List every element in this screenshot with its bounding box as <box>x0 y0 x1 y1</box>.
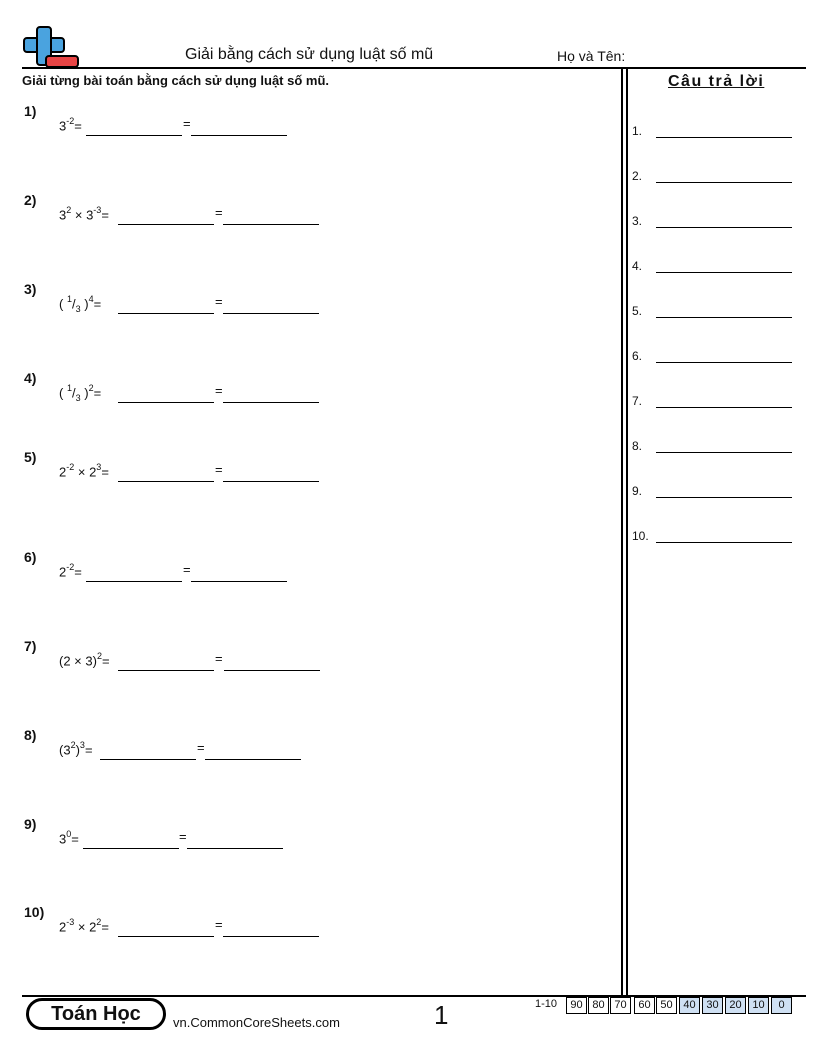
score-box: 80 <box>588 997 609 1014</box>
answer-row[interactable] <box>632 169 792 185</box>
equals-sign: = <box>215 462 223 477</box>
work-blank[interactable] <box>118 670 214 671</box>
work-blank[interactable] <box>83 848 179 849</box>
answer-row[interactable] <box>632 124 792 140</box>
score-box: 40 <box>679 997 700 1014</box>
equals-sign: = <box>179 829 187 844</box>
answer-row[interactable] <box>632 214 792 230</box>
problem-6 <box>24 549 354 589</box>
work-blank[interactable] <box>118 936 214 937</box>
work-blank[interactable] <box>118 224 214 225</box>
problem-number: 9) <box>24 816 37 832</box>
work-blank[interactable] <box>118 313 214 314</box>
problem-expression: $3^{-2}=$ <box>59 116 82 134</box>
equals-sign: = <box>183 116 191 131</box>
worksheet-title: Giải bằng cách sử dụng luật số mũ <box>185 46 434 63</box>
work-blank[interactable] <box>86 135 182 136</box>
answer-blank[interactable] <box>656 452 792 453</box>
problem-expression: $3^0=$ <box>59 829 79 847</box>
answer-blank[interactable] <box>223 402 319 403</box>
score-box: 70 <box>610 997 631 1014</box>
answer-blank[interactable] <box>223 313 319 314</box>
answer-blank[interactable] <box>656 542 792 543</box>
answer-row[interactable] <box>632 349 792 365</box>
problem-8 <box>24 727 354 767</box>
answer-number: 5. <box>632 304 643 318</box>
answer-number: 1. <box>632 124 643 138</box>
score-range-label: 1-10 <box>535 998 558 1010</box>
work-blank[interactable] <box>86 581 182 582</box>
equals-sign: = <box>215 651 223 666</box>
problem-number: 6) <box>24 549 37 565</box>
equals-sign: = <box>215 383 223 398</box>
problem-expression: ( $^1/_3$ )$^2$= <box>59 383 102 403</box>
answer-number: 4. <box>632 259 643 273</box>
equals-sign: = <box>197 740 205 755</box>
problem-2 <box>24 192 354 232</box>
answer-number: 2. <box>632 169 643 183</box>
problem-1 <box>24 103 354 143</box>
answer-blank[interactable] <box>187 848 283 849</box>
work-blank[interactable] <box>118 402 214 403</box>
problem-expression: $2^{-3} \times 2^2=$ <box>59 917 109 935</box>
answer-number: 8. <box>632 439 643 453</box>
equals-sign: = <box>183 562 191 577</box>
answer-blank[interactable] <box>656 137 792 138</box>
answer-blank[interactable] <box>656 182 792 183</box>
problem-number: 8) <box>24 727 37 743</box>
problem-number: 1) <box>24 103 37 119</box>
answer-blank[interactable] <box>656 362 792 363</box>
score-box: 50 <box>656 997 677 1014</box>
instructions: Giải từng bài toán bằng cách sử dụng luật số mũ. <box>22 73 330 88</box>
header-divider <box>22 67 806 69</box>
column-divider-right <box>626 67 628 995</box>
answer-blank[interactable] <box>656 407 792 408</box>
brand-badge: Toán Học <box>26 998 166 1030</box>
problem-4 <box>24 370 354 410</box>
problem-number: 10) <box>24 904 45 920</box>
problem-number: 7) <box>24 638 37 654</box>
answer-row[interactable] <box>632 529 792 545</box>
problem-number: 4) <box>24 370 37 386</box>
problem-expression: $2^{-2} \times 2^3=$ <box>59 462 109 480</box>
answer-row[interactable] <box>632 484 792 500</box>
answers-title: Câu trả lời <box>668 73 765 90</box>
plus-minus-logo-icon <box>22 26 80 68</box>
answer-blank[interactable] <box>191 135 287 136</box>
score-box: 60 <box>634 997 655 1014</box>
answer-row[interactable] <box>632 394 792 410</box>
answer-blank[interactable] <box>656 227 792 228</box>
equals-sign: = <box>215 205 223 220</box>
equals-sign: = <box>215 294 223 309</box>
site-url: vn.CommonCoreSheets.com <box>173 1015 340 1030</box>
answer-blank[interactable] <box>223 481 319 482</box>
answer-number: 9. <box>632 484 643 498</box>
answer-blank[interactable] <box>656 497 792 498</box>
answer-blank[interactable] <box>656 317 792 318</box>
score-box: 90 <box>566 997 587 1014</box>
answer-number: 10. <box>632 529 649 543</box>
problem-9 <box>24 816 354 856</box>
name-label: Họ và Tên: <box>557 48 626 64</box>
answer-row[interactable] <box>632 259 792 275</box>
work-blank[interactable] <box>118 481 214 482</box>
problem-10 <box>24 904 354 944</box>
problem-expression: $3^2 \times 3^{-3}=$ <box>59 205 109 223</box>
problem-7 <box>24 638 354 678</box>
answer-blank[interactable] <box>191 581 287 582</box>
answer-number: 7. <box>632 394 643 408</box>
work-blank[interactable] <box>100 759 196 760</box>
answer-blank[interactable] <box>224 670 320 671</box>
problem-number: 2) <box>24 192 37 208</box>
answer-row[interactable] <box>632 439 792 455</box>
answer-blank[interactable] <box>656 272 792 273</box>
answer-number: 6. <box>632 349 643 363</box>
column-divider-left <box>621 67 623 995</box>
score-box: 10 <box>748 997 769 1014</box>
answer-row[interactable] <box>632 304 792 320</box>
equals-sign: = <box>215 917 223 932</box>
problem-3 <box>24 281 354 321</box>
score-box: 20 <box>725 997 746 1014</box>
page-number: 1 <box>434 1000 449 1030</box>
score-box: 0 <box>771 997 792 1014</box>
answer-blank[interactable] <box>223 224 319 225</box>
problem-expression: $(3^2)^3=$ <box>59 740 93 758</box>
problem-expression: $2^{-2}=$ <box>59 562 82 580</box>
score-box: 30 <box>702 997 723 1014</box>
problem-5 <box>24 449 354 489</box>
answer-number: 3. <box>632 214 643 228</box>
problem-expression: $(2 \times 3)^2=$ <box>59 651 110 669</box>
problem-number: 5) <box>24 449 37 465</box>
answer-blank[interactable] <box>205 759 301 760</box>
problem-expression: ( $^1/_3$ )$^4$= <box>59 294 102 314</box>
answer-blank[interactable] <box>223 936 319 937</box>
problem-number: 3) <box>24 281 37 297</box>
